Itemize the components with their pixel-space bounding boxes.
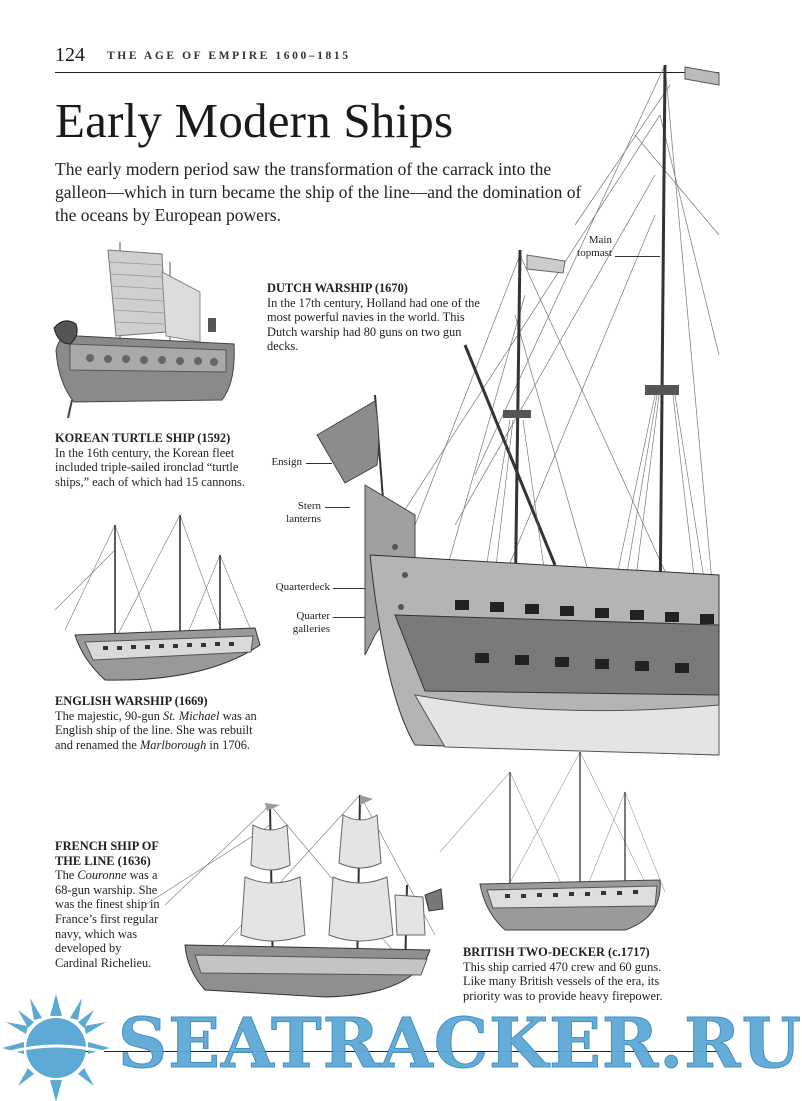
leader-main-topmast <box>615 256 660 257</box>
label-stern-lanterns-line1: Stern <box>297 500 321 512</box>
korean-turtle-ship-text: In the 16th century, the Korean fleet included triple-sailed ironclad “turtle ships,” each of which had 15 cannons. <box>55 445 245 489</box>
watermark-sun-logo <box>0 992 112 1101</box>
english-warship-caption <box>55 694 270 752</box>
english-warship-heading: ENGLISH WARSHIP (1669) <box>55 694 208 708</box>
french-ship-text-1: The <box>55 868 78 883</box>
page-number: 124 <box>55 44 85 66</box>
page-title: Early Modern Ships <box>55 93 454 148</box>
british-two-decker-text: This ship carried 470 crew and 60 guns. Like many British vessels of the era, its priority was to provide heavy firepower. <box>463 959 663 1003</box>
english-warship-text-1: The majestic, 90-gun <box>55 708 164 723</box>
label-main-topmast <box>560 234 612 260</box>
korean-turtle-ship-heading: KOREAN TURTLE SHIP (1592) <box>55 431 231 445</box>
french-ship-caption <box>55 839 165 970</box>
leader-quarterdeck <box>333 588 365 589</box>
leader-stern-lanterns <box>325 507 350 508</box>
french-ship-heading-line2: THE LINE (1636) <box>55 853 151 868</box>
label-quarter-galleries-line2: galleries <box>292 623 330 635</box>
english-warship-text-ship-name: St. Michael <box>163 708 220 723</box>
label-quarter-galleries <box>260 610 330 636</box>
label-stern-lanterns-line2: lanterns <box>286 513 321 525</box>
running-head: THE AGE OF EMPIRE 1600–1815 <box>107 50 351 62</box>
label-main-topmast-line1: Main <box>588 234 612 246</box>
watermark-text: SEATRACKER.RU <box>118 1004 802 1084</box>
label-ensign: Ensign <box>271 456 302 468</box>
dutch-warship-image <box>355 55 719 755</box>
british-two-decker-heading: BRITISH TWO-DECKER (c.1717) <box>463 945 650 959</box>
english-warship-image <box>55 510 265 685</box>
label-quarter-galleries-line1: Quarter <box>296 610 330 622</box>
french-ship-image <box>145 785 445 1000</box>
english-warship-text-3: in 1706. <box>206 737 251 752</box>
english-warship-text-2: was an English ship of the line. She was rebuilt and renamed the <box>55 708 257 752</box>
label-quarterdeck: Quarterdeck <box>275 581 330 593</box>
french-ship-text-ship-name: Couronne <box>77 868 127 883</box>
british-two-decker-caption <box>463 945 663 1003</box>
english-warship-text-ship-name-2: Marlborough <box>139 737 207 752</box>
korean-turtle-ship-caption <box>55 431 255 489</box>
leader-quarter-galleries <box>333 617 365 618</box>
british-two-decker-image <box>435 752 670 937</box>
french-ship-text-2: was a 68-gun warship. She was the finest ship in France’s first regular navy, which was developed by Cardinal Richelieu. <box>55 868 160 970</box>
french-ship-heading-line1: FRENCH SHIP OF <box>55 839 159 853</box>
dutch-warship-text: In the 17th century, Holland had one of the most powerful navies in the world. This Dutch warship had 80 guns on two gun decks. <box>267 295 480 354</box>
intro-paragraph: The early modern period saw the transformation of the carrack into the galleon—which in turn became the ship of the line—and the domination of the oceans by European powers. <box>55 159 582 225</box>
label-main-topmast-line2: topmast <box>577 247 612 259</box>
leader-ensign <box>306 463 332 464</box>
korean-turtle-ship-image <box>50 232 240 422</box>
dutch-warship-heading: DUTCH WARSHIP (1670) <box>267 281 408 295</box>
